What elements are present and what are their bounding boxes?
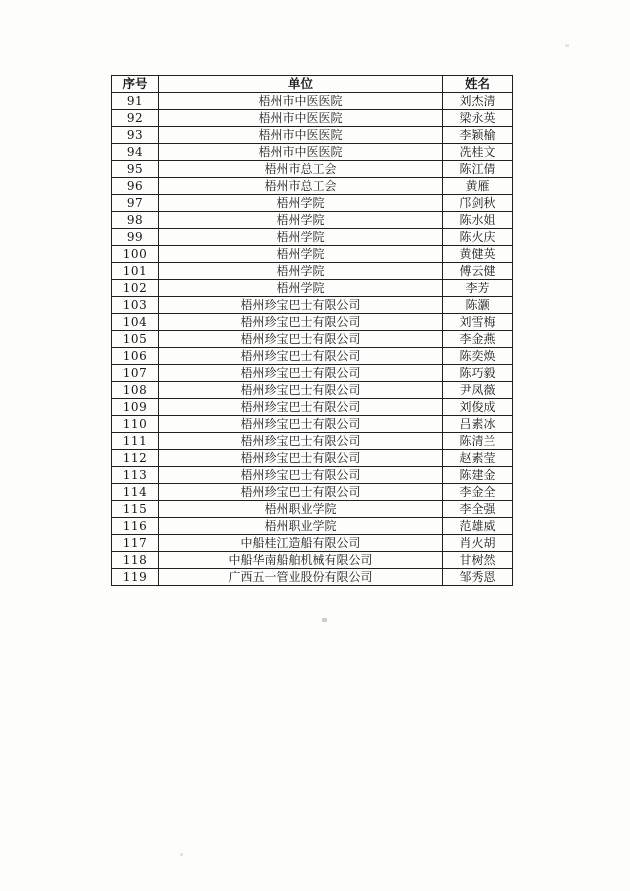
table-row: [112, 263, 513, 280]
name-cell: 邹秀恩: [443, 569, 513, 586]
unit-cell: 梧州珍宝巴士有限公司: [159, 433, 443, 450]
name-cell: 梁永英: [443, 110, 513, 127]
unit-cell: 梧州学院: [159, 246, 443, 263]
unit-cell: 中船华南船舶机械有限公司: [159, 552, 443, 569]
name-cell: 陈清兰: [443, 433, 513, 450]
table-row: [112, 314, 513, 331]
table-header: [112, 76, 513, 93]
header-row: [112, 76, 513, 93]
table-row: [112, 331, 513, 348]
unit-cell: 梧州珍宝巴士有限公司: [159, 416, 443, 433]
table-row: [112, 212, 513, 229]
name-cell: 李芳: [443, 280, 513, 297]
serial-number-cell: 103: [112, 297, 159, 314]
table-row: [112, 450, 513, 467]
name-cell: 李全强: [443, 501, 513, 518]
table-row: [112, 569, 513, 586]
table-row: [112, 399, 513, 416]
table-row: [112, 501, 513, 518]
unit-cell: 梧州珍宝巴士有限公司: [159, 399, 443, 416]
name-cell: 李颖榆: [443, 127, 513, 144]
unit-cell: 梧州珍宝巴士有限公司: [159, 382, 443, 399]
table-row: [112, 178, 513, 195]
serial-number-cell: 117: [112, 535, 159, 552]
serial-number-cell: 99: [112, 229, 159, 246]
serial-number-cell: 110: [112, 416, 159, 433]
table-row: [112, 365, 513, 382]
header-index: 序号: [112, 76, 159, 93]
serial-number-cell: 96: [112, 178, 159, 195]
unit-cell: 梧州珍宝巴士有限公司: [159, 365, 443, 382]
header-unit: 单位: [159, 76, 443, 93]
name-cell: 刘杰清: [443, 93, 513, 110]
table-row: [112, 348, 513, 365]
table-row: [112, 110, 513, 127]
serial-number-cell: 98: [112, 212, 159, 229]
unit-cell: 梧州学院: [159, 263, 443, 280]
unit-cell: 中船桂江造船有限公司: [159, 535, 443, 552]
scan-speck: [180, 853, 183, 856]
name-cell: 陈奕焕: [443, 348, 513, 365]
serial-number-cell: 92: [112, 110, 159, 127]
serial-number-cell: 115: [112, 501, 159, 518]
table-body: [112, 93, 513, 586]
unit-cell: 梧州珍宝巴士有限公司: [159, 484, 443, 501]
unit-cell: 梧州职业学院: [159, 518, 443, 535]
serial-number-cell: 102: [112, 280, 159, 297]
name-cell: 黄健英: [443, 246, 513, 263]
unit-cell: 梧州学院: [159, 212, 443, 229]
table-row: [112, 552, 513, 569]
table-row: [112, 467, 513, 484]
name-cell: 吕素冰: [443, 416, 513, 433]
name-cell: 李金燕: [443, 331, 513, 348]
table-row: [112, 280, 513, 297]
serial-number-cell: 113: [112, 467, 159, 484]
unit-cell: 梧州市总工会: [159, 161, 443, 178]
unit-cell: 梧州珍宝巴士有限公司: [159, 297, 443, 314]
serial-number-cell: 119: [112, 569, 159, 586]
unit-cell: 梧州市中医医院: [159, 144, 443, 161]
unit-cell: 梧州职业学院: [159, 501, 443, 518]
name-cell: 陈巧毅: [443, 365, 513, 382]
serial-number-cell: 116: [112, 518, 159, 535]
name-cell: 范雄威: [443, 518, 513, 535]
name-cell: 陈火庆: [443, 229, 513, 246]
table-row: [112, 195, 513, 212]
unit-cell: 梧州珍宝巴士有限公司: [159, 314, 443, 331]
scan-speck: [565, 44, 569, 47]
table-row: [112, 229, 513, 246]
unit-cell: 梧州珍宝巴士有限公司: [159, 467, 443, 484]
name-cell: 赵素莹: [443, 450, 513, 467]
roster-table: [111, 75, 513, 586]
header-name: 姓名: [443, 76, 513, 93]
name-cell: 肖火胡: [443, 535, 513, 552]
name-cell: 李金全: [443, 484, 513, 501]
serial-number-cell: 108: [112, 382, 159, 399]
unit-cell: 梧州市中医医院: [159, 110, 443, 127]
serial-number-cell: 100: [112, 246, 159, 263]
serial-number-cell: 101: [112, 263, 159, 280]
unit-cell: 梧州珍宝巴士有限公司: [159, 348, 443, 365]
serial-number-cell: 91: [112, 93, 159, 110]
table-row: [112, 382, 513, 399]
serial-number-cell: 105: [112, 331, 159, 348]
unit-cell: 梧州市中医医院: [159, 127, 443, 144]
unit-cell: 梧州学院: [159, 229, 443, 246]
name-cell: 陈灏: [443, 297, 513, 314]
name-cell: 邝剑秋: [443, 195, 513, 212]
table-row: [112, 246, 513, 263]
serial-number-cell: 118: [112, 552, 159, 569]
name-cell: 傅云健: [443, 263, 513, 280]
unit-cell: 广西五一管业股份有限公司: [159, 569, 443, 586]
table-row: [112, 144, 513, 161]
name-cell: 冼桂文: [443, 144, 513, 161]
table-row: [112, 161, 513, 178]
table-row: [112, 433, 513, 450]
name-cell: 陈建金: [443, 467, 513, 484]
serial-number-cell: 95: [112, 161, 159, 178]
unit-cell: 梧州学院: [159, 195, 443, 212]
name-cell: 刘雪梅: [443, 314, 513, 331]
serial-number-cell: 97: [112, 195, 159, 212]
unit-cell: 梧州市总工会: [159, 178, 443, 195]
unit-cell: 梧州珍宝巴士有限公司: [159, 331, 443, 348]
table-row: [112, 518, 513, 535]
table-row: [112, 416, 513, 433]
table-row: [112, 535, 513, 552]
serial-number-cell: 93: [112, 127, 159, 144]
unit-cell: 梧州珍宝巴士有限公司: [159, 450, 443, 467]
table-row: [112, 93, 513, 110]
serial-number-cell: 109: [112, 399, 159, 416]
serial-number-cell: 106: [112, 348, 159, 365]
unit-cell: 梧州学院: [159, 280, 443, 297]
table-row: [112, 297, 513, 314]
name-cell: 黄雁: [443, 178, 513, 195]
serial-number-cell: 104: [112, 314, 159, 331]
serial-number-cell: 107: [112, 365, 159, 382]
scan-speck: [322, 618, 327, 622]
serial-number-cell: 111: [112, 433, 159, 450]
name-cell: 陈水姐: [443, 212, 513, 229]
name-cell: 刘俊成: [443, 399, 513, 416]
serial-number-cell: 112: [112, 450, 159, 467]
serial-number-cell: 114: [112, 484, 159, 501]
name-cell: 尹凤薇: [443, 382, 513, 399]
unit-cell: 梧州市中医医院: [159, 93, 443, 110]
name-cell: 甘树然: [443, 552, 513, 569]
name-cell: 陈江倩: [443, 161, 513, 178]
serial-number-cell: 94: [112, 144, 159, 161]
table-row: [112, 127, 513, 144]
table-row: [112, 484, 513, 501]
